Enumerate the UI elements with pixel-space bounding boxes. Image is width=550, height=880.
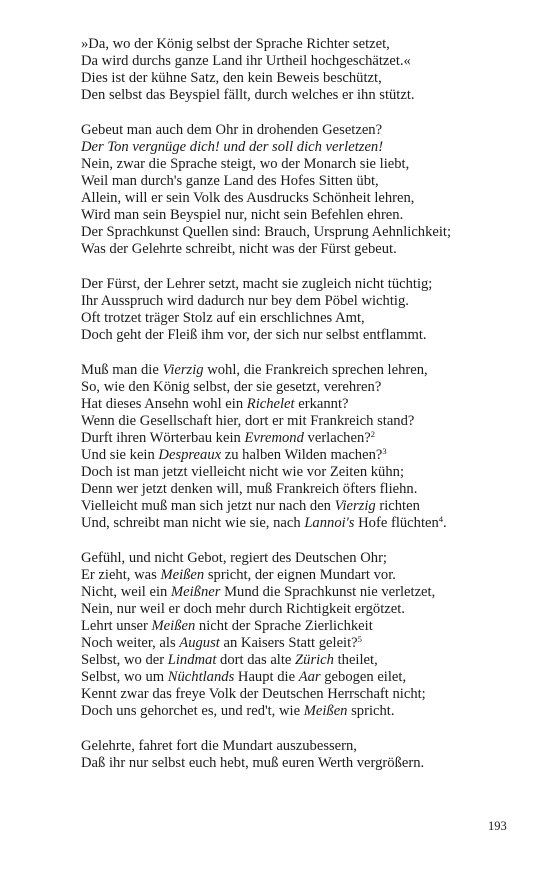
footnote-marker: 3 bbox=[382, 446, 387, 456]
line-text: Nein, nur weil er doch mehr durch Richtigkeit ergötzet. bbox=[81, 601, 405, 617]
line-text: Und, schreibt man nicht wie sie, nach bbox=[81, 515, 305, 531]
verse-line bbox=[81, 601, 521, 618]
line-text: Vielleicht muß man sich jetzt nur nach den bbox=[81, 498, 335, 514]
stanza bbox=[81, 550, 521, 720]
verse-line bbox=[81, 515, 521, 532]
verse-line bbox=[81, 447, 521, 464]
line-text: theilet, bbox=[333, 652, 378, 668]
line-text: Doch uns gehorchet es, und red't, wie bbox=[81, 703, 304, 719]
line-text: Gebeut man auch dem Ohr in drohenden Gesetzen? bbox=[81, 122, 383, 138]
line-text: Denn wer jetzt denken will, muß Frankreich öfters fliehn. bbox=[81, 481, 418, 497]
line-text: Wenn die Gesellschaft hier, dort er mit Frankreich stand? bbox=[81, 413, 415, 429]
verse-line bbox=[81, 139, 521, 156]
verse-line bbox=[81, 293, 521, 310]
emphasis-text: Lannoi's bbox=[304, 515, 355, 531]
line-text: an Kaisers Statt geleit? bbox=[219, 635, 358, 651]
line-text: richten bbox=[375, 498, 420, 514]
emphasis-text: Zürich bbox=[295, 652, 334, 668]
line-text: Durft ihren Wörterbau kein bbox=[81, 430, 245, 446]
line-text: Er zieht, was bbox=[81, 567, 161, 583]
verse-line bbox=[81, 276, 521, 293]
line-text: Hofe flüchten bbox=[354, 515, 439, 531]
line-text: Kennt zwar das freye Volk der Deutschen Herrschaft nicht; bbox=[81, 686, 426, 702]
line-text: Selbst, wo der bbox=[81, 652, 168, 668]
verse-line bbox=[81, 190, 521, 207]
verse-line bbox=[81, 53, 521, 70]
emphasis-text: Richelet bbox=[246, 396, 295, 412]
line-text: Daß ihr nur selbst euch hebt, muß euren Werth vergrößern. bbox=[81, 755, 425, 771]
line-text: Doch geht der Fleiß ihm vor, der sich nur selbst entflammt. bbox=[81, 327, 427, 343]
line-text: So, wie den König selbst, der sie gesetzt, verehren? bbox=[81, 379, 382, 395]
verse-line bbox=[81, 241, 521, 258]
emphasis-text: Despreaux bbox=[158, 447, 222, 463]
verse-line bbox=[81, 310, 521, 327]
stanza bbox=[81, 36, 521, 104]
verse-line bbox=[81, 430, 521, 447]
line-text: verlachen? bbox=[303, 430, 371, 446]
verse-line bbox=[81, 464, 521, 481]
line-text: erkannt? bbox=[294, 396, 349, 412]
page-number: 193 bbox=[488, 819, 507, 833]
verse-line bbox=[81, 652, 521, 669]
verse-line bbox=[81, 224, 521, 241]
line-text: Nicht, weil ein bbox=[81, 584, 171, 600]
line-text: Wird man sein Beyspiel nur, nicht sein Befehlen ehren. bbox=[81, 207, 404, 223]
verse-line bbox=[81, 122, 521, 139]
line-text: spricht, der eignen Mundart vor. bbox=[204, 567, 396, 583]
emphasis-text: Meißen bbox=[160, 567, 205, 583]
verse-line bbox=[81, 498, 521, 515]
line-text: Selbst, wo um bbox=[81, 669, 168, 685]
verse-line bbox=[81, 584, 521, 601]
line-text: nicht der Sprache Zierlichkeit bbox=[195, 618, 373, 634]
verse-line bbox=[81, 207, 521, 224]
verse-line bbox=[81, 481, 521, 498]
emphasis-text: Lindmat bbox=[167, 652, 217, 668]
line-text: spricht. bbox=[347, 703, 395, 719]
line-text: . bbox=[443, 515, 447, 531]
line-text: dort das alte bbox=[216, 652, 296, 668]
emphasis-text: Meißen bbox=[303, 703, 348, 719]
footnote-marker: 5 bbox=[357, 634, 362, 644]
line-text: Oft trotzet träger Stolz auf ein erschlichnes Amt, bbox=[81, 310, 365, 326]
line-text: Gelehrte, fahret fort die Mundart auszubessern, bbox=[81, 738, 357, 754]
footnote-marker: 2 bbox=[370, 429, 375, 439]
line-text: zu halben Wilden machen? bbox=[221, 447, 383, 463]
verse-line bbox=[81, 173, 521, 190]
stanza bbox=[81, 276, 521, 344]
emphasis-text: Vierzig bbox=[334, 498, 376, 514]
verse-line bbox=[81, 327, 521, 344]
verse-line bbox=[81, 156, 521, 173]
line-text: Ihr Ausspruch wird dadurch nur bey dem Pöbel wichtig. bbox=[81, 293, 409, 309]
verse-line bbox=[81, 413, 521, 430]
verse-line bbox=[81, 70, 521, 87]
verse-line bbox=[81, 379, 521, 396]
line-text: Den selbst das Beyspiel fällt, durch welches er ihn stützt. bbox=[81, 87, 415, 103]
line-text: gebogen eilet, bbox=[320, 669, 407, 685]
line-text: Mund die Sprachkunst nie verletzet, bbox=[220, 584, 436, 600]
line-text: Der Fürst, der Lehrer setzt, macht sie zugleich nicht tüchtig; bbox=[81, 276, 433, 292]
verse-line bbox=[81, 703, 521, 720]
emphasis-text: Evremond bbox=[244, 430, 304, 446]
line-text: Was der Gelehrte schreibt, nicht was der Fürst gebeut. bbox=[81, 241, 397, 257]
emphasis-text: Nüchtlands bbox=[167, 669, 235, 685]
stanza bbox=[81, 122, 521, 258]
line-text: Allein, will er sein Volk des Ausdrucks Schönheit lehren, bbox=[81, 190, 415, 206]
verse-line bbox=[81, 36, 521, 53]
verse-line bbox=[81, 686, 521, 703]
footnote-marker: 4 bbox=[438, 514, 444, 524]
verse-line bbox=[81, 618, 521, 635]
verse-line bbox=[81, 755, 521, 772]
line-text: Weil man durch's ganze Land des Hofes Sitten übt, bbox=[81, 173, 379, 189]
verse-line bbox=[81, 550, 521, 567]
line-text: Haupt die bbox=[234, 669, 299, 685]
emphasis-text: Der Ton vergnüge dich! und der soll dich verletzen! bbox=[81, 139, 384, 155]
verse-line bbox=[81, 396, 521, 413]
line-text: Dies ist der kühne Satz, den kein Beweis beschützt, bbox=[81, 70, 382, 86]
line-text: wohl, die Frankreich sprechen lehren, bbox=[203, 362, 428, 378]
stanza bbox=[81, 738, 521, 772]
verse-line bbox=[81, 87, 521, 104]
emphasis-text: Aar bbox=[298, 669, 321, 685]
line-text: Nein, zwar die Sprache steigt, wo der Monarch sie liebt, bbox=[81, 156, 410, 172]
emphasis-text: Meißen bbox=[151, 618, 196, 634]
emphasis-text: Vierzig bbox=[162, 362, 204, 378]
line-text: Und sie kein bbox=[81, 447, 159, 463]
line-text: Muß man die bbox=[81, 362, 163, 378]
line-text: Noch weiter, als bbox=[81, 635, 180, 651]
line-text: Hat dieses Ansehn wohl ein bbox=[81, 396, 247, 412]
verse-line bbox=[81, 567, 521, 584]
verse-line bbox=[81, 669, 521, 686]
line-text: Lehrt unser bbox=[81, 618, 152, 634]
line-text: Der Sprachkunst Quellen sind: Brauch, Ursprung Aehnlichkeit; bbox=[81, 224, 452, 240]
verse-line bbox=[81, 362, 521, 379]
verse-line bbox=[81, 635, 521, 652]
emphasis-text: Meißner bbox=[170, 584, 221, 600]
line-text: Gefühl, und nicht Gebot, regiert des Deutschen Ohr; bbox=[81, 550, 387, 566]
poem-text bbox=[81, 36, 521, 790]
line-text: Doch ist man jetzt vielleicht nicht wie vor Zeiten kühn; bbox=[81, 464, 405, 480]
stanza bbox=[81, 362, 521, 532]
line-text: »Da, wo der König selbst der Sprache Richter setzet, bbox=[81, 36, 390, 52]
emphasis-text: August bbox=[179, 635, 220, 651]
line-text: Da wird durchs ganze Land ihr Urtheil hochgeschätzet.« bbox=[81, 53, 411, 69]
verse-line bbox=[81, 738, 521, 755]
